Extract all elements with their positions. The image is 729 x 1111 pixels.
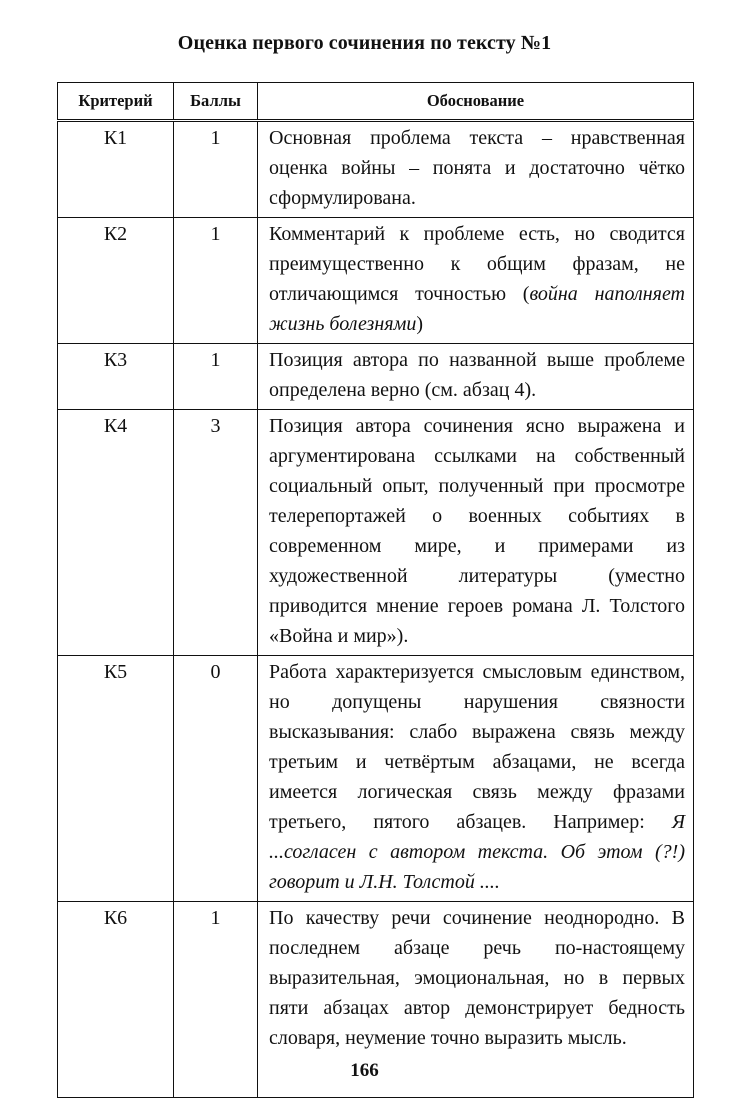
table-row bbox=[58, 218, 694, 344]
reason-text: Позиция автора по названной выше проблеме определена верно (см. абзац 4). bbox=[269, 349, 685, 401]
score-cell: 1 bbox=[174, 218, 258, 344]
page-title: Оценка первого сочинения по тексту №1 bbox=[177, 32, 552, 54]
score-cell: 1 bbox=[174, 121, 258, 218]
table-row bbox=[58, 121, 694, 218]
header-reason: Обоснование bbox=[258, 83, 694, 121]
assessment-table bbox=[57, 82, 694, 1098]
criterion-cell: К4 bbox=[58, 410, 174, 656]
reason-text: Позиция автора сочинения ясно выражена и аргументирована ссылками на собственный социальный опыт, полученный при просмотре телерепортажей о военных событиях в современном мире, и примерами из художественной литературы (уместно приводится мнение героев романа Л. Толстого «Война и мир»). bbox=[269, 415, 685, 647]
table-row bbox=[58, 656, 694, 902]
reason-text: Комментарий к проблеме есть, но сводится преимущественно к общим фразам, не отличающимся точностью ( bbox=[269, 223, 685, 305]
reason-cell bbox=[258, 656, 694, 902]
reason-cell bbox=[258, 410, 694, 656]
reason-cell bbox=[258, 218, 694, 344]
criterion-cell: К6 bbox=[58, 902, 174, 1098]
table-header-row bbox=[58, 83, 694, 121]
criterion-cell: К2 bbox=[58, 218, 174, 344]
table-row bbox=[58, 344, 694, 410]
reason-italic-text: война наполняет жизнь болезнями bbox=[269, 283, 685, 335]
reason-text: Основная проблема текста – нравственная оценка войны – понята и достаточно чётко сформулирована. bbox=[269, 127, 685, 209]
page-number: 166 bbox=[350, 1060, 379, 1081]
score-cell: 1 bbox=[174, 902, 258, 1098]
reason-cell bbox=[258, 121, 694, 218]
reason-cell bbox=[258, 344, 694, 410]
reason-text: ) bbox=[416, 313, 424, 335]
score-cell: 0 bbox=[174, 656, 258, 902]
reason-italic-text: Я ...согласен с автором текста. Об этом (?!) говорит и Л.Н. Толстой .... bbox=[269, 811, 685, 893]
criterion-cell: К3 bbox=[58, 344, 174, 410]
score-cell: 3 bbox=[174, 410, 258, 656]
reason-text: Работа характеризуется смысловым единством, но допущены нарушения связности высказывания: слабо выражена связь между третьим и четвёртым абзацами, не всегда имеется логическая связь между фразами третьего, пятого абзацев. Например: bbox=[269, 661, 685, 833]
score-cell: 1 bbox=[174, 344, 258, 410]
header-criterion: Критерий bbox=[58, 83, 174, 121]
reason-text: По качеству речи сочинение неоднородно. В последнем абзаце речь по-настоящему выразительная, эмоциональная, но в первых пяти абзацах автор демонстрирует бедность словаря, неумение точно выразить мысль. bbox=[269, 907, 685, 1049]
criterion-cell: К1 bbox=[58, 121, 174, 218]
criterion-cell: К5 bbox=[58, 656, 174, 902]
table-row bbox=[58, 410, 694, 656]
header-score: Баллы bbox=[174, 83, 258, 121]
